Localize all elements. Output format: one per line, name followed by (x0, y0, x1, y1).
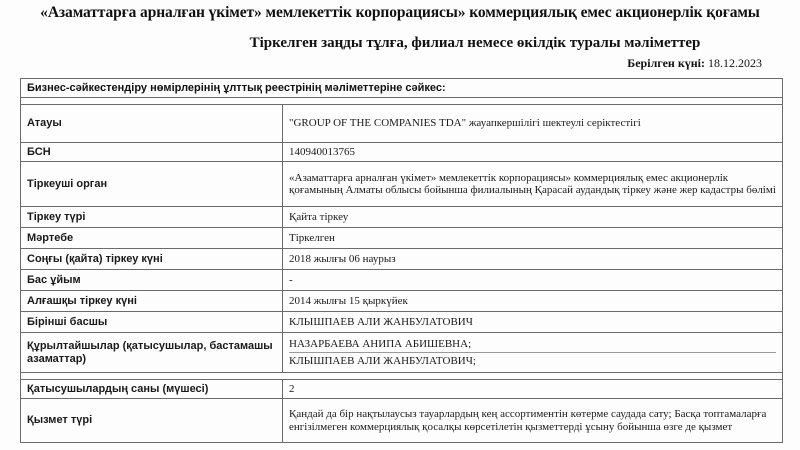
table-row-director (21, 312, 783, 333)
row-value: КЛЫШПАЕВ АЛИ ЖАНБУЛАТОВИЧ (283, 312, 783, 333)
row-label: БСН (21, 143, 283, 162)
spacer-cell (21, 98, 783, 105)
document-title: Тіркелген заңды тұлға, филиал немесе өкілдік туралы мәліметтер (249, 35, 701, 51)
row-value: 2018 жылғы 06 наурыз (283, 249, 783, 270)
founder-item: КЛЫШПАЕВ АЛИ ЖАНБУЛАТОВИЧ; (289, 352, 776, 368)
table-row-parent-organization (21, 270, 783, 291)
section-heading-row (21, 79, 783, 98)
row-label: Соңғы (қайта) тіркеу күні (21, 249, 283, 270)
row-label: Алғашқы тіркеу күні (21, 291, 283, 312)
table-row-bin (21, 143, 783, 162)
row-label: Қызмет түрі (21, 399, 283, 443)
row-label: Бірінші басшы (21, 312, 283, 333)
spacer-row (21, 373, 783, 380)
section-heading: Бизнес-сәйкестендіру нөмірлерінің ұлттық реестрінің мәліметтеріне сәйкес: (21, 79, 783, 98)
registry-table (20, 78, 783, 443)
row-label: Мәртебе (21, 228, 283, 249)
registry-table-wrap (20, 78, 782, 443)
row-label: Құрылтайшылар (қатысушылар, бастамашы азаматтар) (21, 333, 283, 373)
issued-date-value: 18.12.2023 (708, 56, 762, 70)
row-value: Қайта тіркеу (283, 207, 783, 228)
row-label: Бас ұйым (21, 270, 283, 291)
spacer-cell (21, 373, 783, 380)
table-row-registering-authority (21, 162, 783, 207)
issued-date-line (627, 56, 762, 71)
row-value: "GROUP OF THE COMPANIES TDA" жауапкершілігі шектеулі серіктестігі (283, 105, 783, 143)
table-row-founders (21, 333, 783, 373)
table-row-name (21, 105, 783, 143)
table-row-activity (21, 399, 783, 443)
row-value (283, 333, 783, 373)
row-value: 140940013765 (283, 143, 783, 162)
table-row-registration-type (21, 207, 783, 228)
row-value: - (283, 270, 783, 291)
organization-title: «Азаматтарға арналған үкімет» мемлекеттік корпорациясы» коммерциялық емес акционерлік қоғамы (40, 4, 760, 21)
row-value: 2014 жылғы 15 қыркүйек (283, 291, 783, 312)
row-value: «Азаматтарға арналған үкімет» мемлекеттік корпорациясы» коммерциялық емес акционерлік қоғамының Алматы облысы бойынша филиалының Қарасай аудандық тіркеу және жер кадастры бөлімі (283, 162, 783, 207)
row-label: Тіркеуші орган (21, 162, 283, 207)
row-label: Атауы (21, 105, 283, 143)
row-label: Тіркеу түрі (21, 207, 283, 228)
table-row-participants-count (21, 380, 783, 399)
table-row-first-registration-date (21, 291, 783, 312)
row-value: Қандай да бір нақтылаусыз тауарлардың кең ассортиментін көтерме саудада сату; Басқа топтамаларға енгізілмеген коммерциялық қосалқы көрсетілетін қызметтерді ұсыну бойынша өзге де қызмет (283, 399, 783, 443)
founder-item: НАЗАРБАЕВА АНИПА АБИШЕВНА; (289, 337, 472, 350)
table-row-last-registration-date (21, 249, 783, 270)
row-label: Қатысушылардың саны (мүшесі) (21, 380, 283, 399)
row-value: Тіркелген (283, 228, 783, 249)
table-row-status (21, 228, 783, 249)
issued-date-label: Берілген күні: (627, 56, 705, 70)
row-value: 2 (283, 380, 783, 399)
spacer-row (21, 98, 783, 105)
